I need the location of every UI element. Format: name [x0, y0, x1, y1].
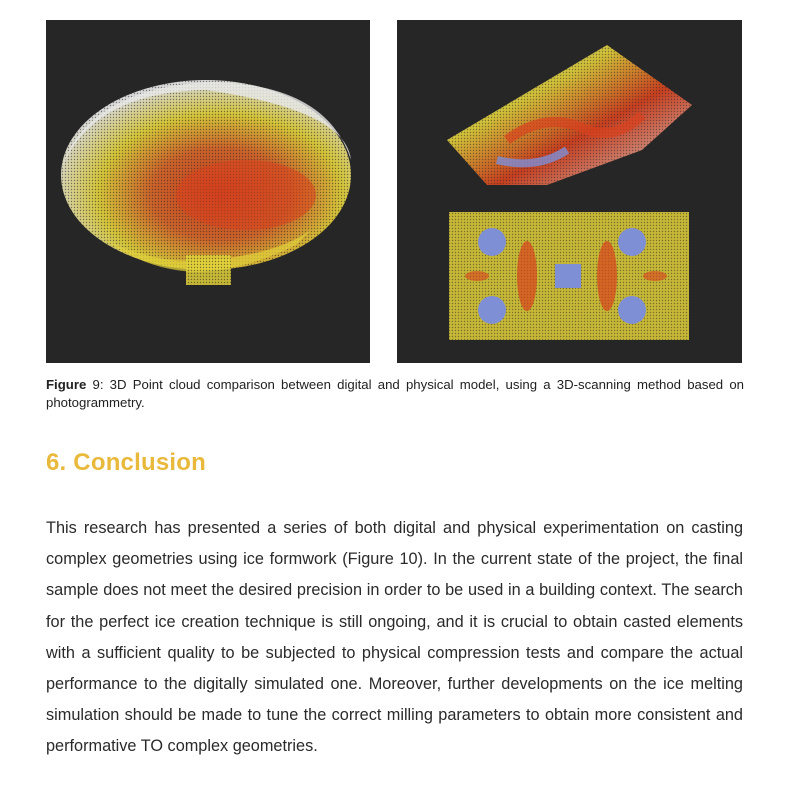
section-number: 6.	[46, 449, 67, 476]
figure-caption-label: Figure	[46, 377, 87, 392]
figure-9	[46, 20, 742, 363]
conclusion-paragraph: This research has presented a series of both digital and physical experimentation on casting complex geometries using ice formwork (Figure 10). In the current state of the project, the final sample does not meet the desired precision in order to be used in a building context. The search for the perfect ice creation technique is still ongoing, and it is crucial to obtain casted elements with a sufficient quality to be subjected to physical compression tests and compare the actual performance to the digitally simulated one. Moreover, further developments on the ice melting simulation should be made to tune the correct milling parameters to obtain more consistent and performative TO complex geometries.	[46, 519, 743, 756]
physical-model-point-cloud-image	[397, 20, 742, 363]
section-heading	[46, 449, 206, 477]
point-cloud-slab-icon	[397, 20, 742, 363]
figure-caption-text: : 3D Point cloud comparison between digital and physical model, using a 3D-scanning method based on photogrammetry.	[46, 377, 744, 410]
figure-caption	[46, 376, 744, 412]
digital-model-point-cloud-image	[46, 20, 370, 363]
figure-caption-number: 9	[86, 377, 100, 392]
section-title: Conclusion	[73, 449, 206, 476]
point-cloud-dome-icon	[46, 20, 370, 363]
